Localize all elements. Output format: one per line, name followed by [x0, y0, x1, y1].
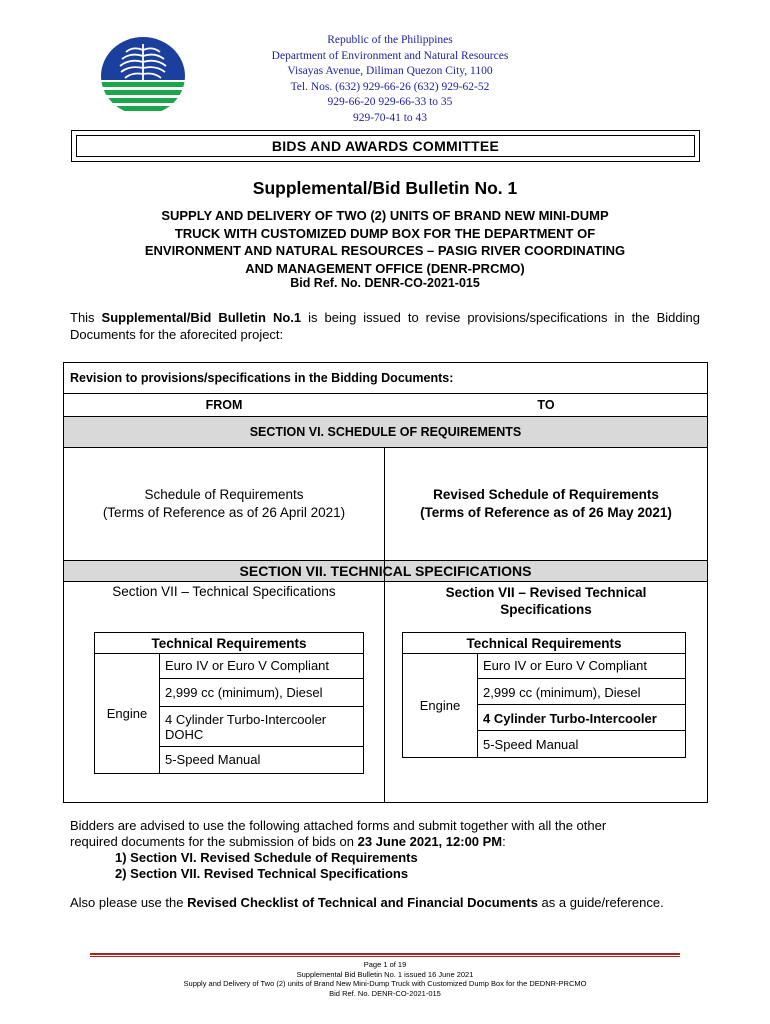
to-tech-item: 4 Cylinder Turbo-Intercooler	[483, 711, 657, 726]
list-item: 2) Section VII. Revised Technical Specifications	[115, 866, 409, 881]
letterhead-line: Tel. Nos. (632) 929-66-26 (632) 929-62-52	[290, 80, 490, 93]
also-text: as a guide/reference.	[537, 895, 664, 910]
from-tech-table	[94, 632, 364, 774]
section6-header: SECTION VI. SCHEDULE OF REQUIREMENTS	[64, 417, 707, 447]
to-tech-header: Technical Requirements	[466, 635, 622, 651]
advisory-paragraph	[70, 818, 700, 850]
to-tech-table	[402, 632, 686, 758]
advisory-text: :	[502, 834, 506, 849]
footer	[0, 960, 770, 998]
letterhead-line: Republic of the Philippines	[327, 34, 453, 46]
from-tech-header: Technical Requirements	[151, 635, 307, 651]
list-item: 1) Section VI. Revised Schedule of Requirements	[115, 850, 418, 865]
footer-line: Bid Ref. No. DENR-CO-2021-015	[329, 988, 441, 998]
letterhead-line: 929-70-41 to 43	[352, 111, 428, 124]
footer-line: Supply and Delivery of Two (2) units of Brand New Mini-Dump Truck with Customized Dump Box for the DEDNR-PRCMO	[183, 979, 587, 988]
from-schedule-terms: (Terms of Reference as of 26 April 2021)	[102, 505, 346, 520]
from-tech-item: Euro IV or Euro V Compliant	[165, 658, 330, 673]
revision-heading: Revision to provisions/specifications in the Bidding Documents:	[70, 371, 454, 385]
also-text: Also please use the	[70, 895, 188, 910]
intro-bold: Supplemental/Bid Bulletin No.1	[101, 310, 302, 325]
footer-rule	[90, 953, 680, 955]
to-schedule	[385, 448, 707, 560]
project-title-line: AND MANAGEMENT OFFICE (DENR-PRCMO)	[245, 260, 525, 276]
letterhead-line: 929-66-20 929-66-33 to 35	[327, 96, 453, 108]
to-header: TO	[537, 398, 555, 412]
from-section7-title: Section VII – Technical Specifications	[112, 584, 336, 599]
also-paragraph	[70, 894, 700, 911]
advisory-text: required documents for the submission of bids on	[70, 834, 358, 849]
project-title-line: TRUCK WITH CUSTOMIZED DUMP BOX FOR THE DEPARTMENT OF	[174, 225, 596, 241]
denr-logo	[100, 36, 186, 116]
to-tech-item: 2,999 cc (minimum), Diesel	[483, 685, 641, 700]
revision-table	[63, 362, 708, 803]
also-bold: Revised Checklist of Technical and Financial Documents	[187, 895, 538, 910]
to-engine-label: Engine	[419, 697, 461, 713]
deadline: 23 June 2021, 12:00 PM	[357, 834, 503, 849]
from-header: FROM	[205, 398, 243, 412]
from-tech-item-line: DOHC	[165, 727, 204, 742]
from-tech-item: 5-Speed Manual	[165, 752, 261, 767]
intro-text: is being issued to revise provisions/specifications in the Bidding Documents for the aforecited project:	[70, 310, 700, 342]
from-tech-item	[165, 712, 326, 742]
bid-reference: Bid Ref. No. DENR-CO-2021-015	[290, 276, 480, 290]
section7-header: SECTION VII. TECHNICAL SPECIFICATIONS	[64, 561, 707, 581]
bulletin-title: Supplemental/Bid Bulletin No. 1	[252, 178, 518, 198]
intro-paragraph	[70, 309, 700, 343]
to-tech-item: 5-Speed Manual	[483, 737, 579, 752]
committee-name: BIDS AND AWARDS COMMITTEE	[76, 135, 695, 157]
letterhead-line: Visayas Avenue, Diliman Quezon City, 1100	[287, 65, 493, 77]
from-tech-item-line: 4 Cylinder Turbo-Intercooler	[165, 712, 327, 727]
advisory-text: Bidders are advised to use the following attached forms and submit together with all the other	[70, 818, 607, 833]
project-title	[70, 207, 700, 277]
intro-text: This	[70, 310, 102, 325]
from-schedule-title: Schedule of Requirements	[144, 487, 304, 502]
letterhead-line: Department of Environment and Natural Resources	[271, 49, 509, 62]
to-section7-title	[385, 584, 707, 618]
to-section7-line: Section VII – Revised Technical	[445, 585, 647, 600]
footer-line: Supplemental Bid Bulletin No. 1 issued 16 June 2021	[296, 969, 474, 979]
footer-rule	[90, 956, 680, 957]
project-title-line: SUPPLY AND DELIVERY OF TWO (2) UNITS OF BRAND NEW MINI-DUMP	[161, 208, 609, 223]
to-section7-line: Specifications	[500, 602, 592, 617]
letterhead	[200, 33, 580, 126]
from-engine-label: Engine	[106, 705, 148, 721]
page-number: Page 1 of 19	[363, 960, 407, 969]
committee-box	[71, 130, 700, 162]
to-schedule-title: Revised Schedule of Requirements	[433, 487, 659, 502]
project-title-line: ENVIRONMENT AND NATURAL RESOURCES – PASIG RIVER COORDINATING	[144, 243, 626, 258]
to-schedule-terms: (Terms of Reference as of 26 May 2021)	[420, 505, 672, 520]
from-tech-item: 2,999 cc (minimum), Diesel	[165, 685, 323, 700]
attachment-list	[115, 850, 418, 882]
to-tech-item: Euro IV or Euro V Compliant	[483, 658, 648, 673]
from-schedule	[64, 448, 384, 560]
